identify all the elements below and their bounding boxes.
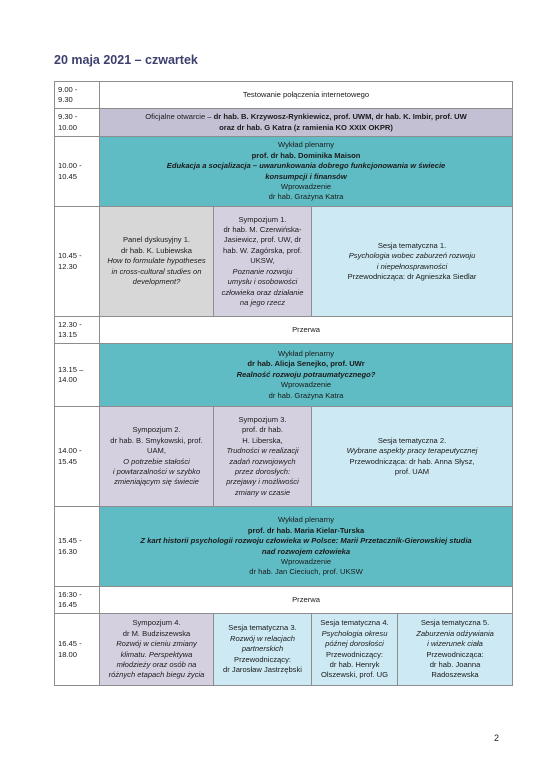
time-cell: 9.00 - 9.30 bbox=[55, 82, 100, 109]
table-row bbox=[55, 137, 513, 207]
break-cell: Przerwa bbox=[100, 317, 513, 344]
table-row bbox=[55, 82, 513, 109]
table-row bbox=[55, 407, 513, 507]
table-row bbox=[55, 109, 513, 137]
symposium-cell: Sympozjum 2. dr hab. B. Smykowski, prof. UAM, O potrzebie stałości i powtarzalności w szybko zmieniającym się świecie bbox=[100, 407, 214, 507]
time-cell: 16.45 - 18.00 bbox=[55, 614, 100, 686]
table-row bbox=[55, 587, 513, 614]
symposium-cell: Sympozjum 4. dr M. Budziszewska Rozwój w cieniu zmiany klimatu. Perspektywa młodzieży oraz osób na różnych etapach biegu życia bbox=[100, 614, 214, 686]
symposium-cell: Sympozjum 3. prof. dr hab. H. Liberska, Trudności w realizacji zadań rozwojowych przez dorosłych: przejawy i możliwości zmiany w czasie bbox=[214, 407, 312, 507]
thematic-session-cell: Sesja tematyczna 2. Wybrane aspekty pracy terapeutycznej Przewodnicząca: dr hab. Anna Słysz, prof. UAM bbox=[312, 407, 513, 507]
time-cell: 15.45 - 16.30 bbox=[55, 507, 100, 587]
plenary-lecture-cell: Wykład plenarny dr hab. Alicja Senejko, prof. UWr Realność rozwoju potraumatycznego? Wprowadzenie dr hab. Grażyna Katra bbox=[100, 344, 513, 407]
time-cell: 9.30 - 10.00 bbox=[55, 109, 100, 137]
thematic-session-cell: Sesja tematyczna 4. Psychologia okresu późnej dorosłości Przewodniczący: dr hab. Henryk Olszewski, prof. UG bbox=[312, 614, 398, 686]
symposium-cell: Sympozjum 1. dr hab. M. Czerwińska- Jasiewicz, prof. UW, dr hab. W. Zagórska, prof. UKSW, Poznanie rozwoju umysłu i osobowości człowieka oraz działanie na jego rzecz bbox=[214, 207, 312, 317]
table-row bbox=[55, 344, 513, 407]
schedule-table bbox=[54, 81, 513, 686]
thematic-session-cell: Sesja tematyczna 5. Zaburzenia odżywiania i wizerunek ciała Przewodnicząca: dr hab. Joanna Radoszewska bbox=[398, 614, 513, 686]
time-cell: 14.00 - 15.45 bbox=[55, 407, 100, 507]
time-cell: 10.00 - 10.45 bbox=[55, 137, 100, 207]
table-row bbox=[55, 207, 513, 317]
break-cell: Przerwa bbox=[100, 587, 513, 614]
table-row bbox=[55, 614, 513, 686]
panel-cell: Panel dyskusyjny 1. dr hab. K. Lubiewska How to formulate hypotheses in cross-cultural studies on development? bbox=[100, 207, 214, 317]
page-title: 20 maja 2021 – czwartek bbox=[54, 53, 198, 67]
time-cell: 12.30 - 13.15 bbox=[55, 317, 100, 344]
plenary-lecture-cell: Wykład plenarny prof. dr hab. Maria Kielar-Turska Z kart historii psychologii rozwoju człowieka w Polsce: Marii Przetacznik-Gierowskiej studia nad rozwojem człowieka Wprowadzenie dr hab. Jan Cieciuch, prof. UKSW bbox=[100, 507, 513, 587]
time-cell: 10.45 - 12.30 bbox=[55, 207, 100, 317]
time-cell: 13.15 – 14.00 bbox=[55, 344, 100, 407]
thematic-session-cell: Sesja tematyczna 1. Psychologia wobec zaburzeń rozwoju i niepełnosprawności Przewodnicząca: dr Agnieszka Siedlar bbox=[312, 207, 513, 317]
table-row bbox=[55, 507, 513, 587]
plenary-lecture-cell: Wykład plenarny prof. dr hab. Dominika Maison Edukacja a socjalizacja – uwarunkowania dobrego funkcjonowania w świecie konsumpcji i finansów Wprowadzenie dr hab. Grażyna Katra bbox=[100, 137, 513, 207]
session-cell: Testowanie połączenia internetowego bbox=[100, 82, 513, 109]
page-number: 2 bbox=[494, 733, 500, 743]
time-cell: 16:30 - 16.45 bbox=[55, 587, 100, 614]
opening-cell: Oficjalne otwarcie – dr hab. B. Krzywosz-Rynkiewicz, prof. UWM, dr hab. K. Imbir, prof. UW oraz dr hab. G Katra (z ramienia KO XXIX OKPR) bbox=[100, 109, 513, 137]
thematic-session-cell: Sesja tematyczna 3. Rozwój w relacjach partnerskich Przewodniczący: dr Jarosław Jastrzębski bbox=[214, 614, 312, 686]
table-row bbox=[55, 317, 513, 344]
